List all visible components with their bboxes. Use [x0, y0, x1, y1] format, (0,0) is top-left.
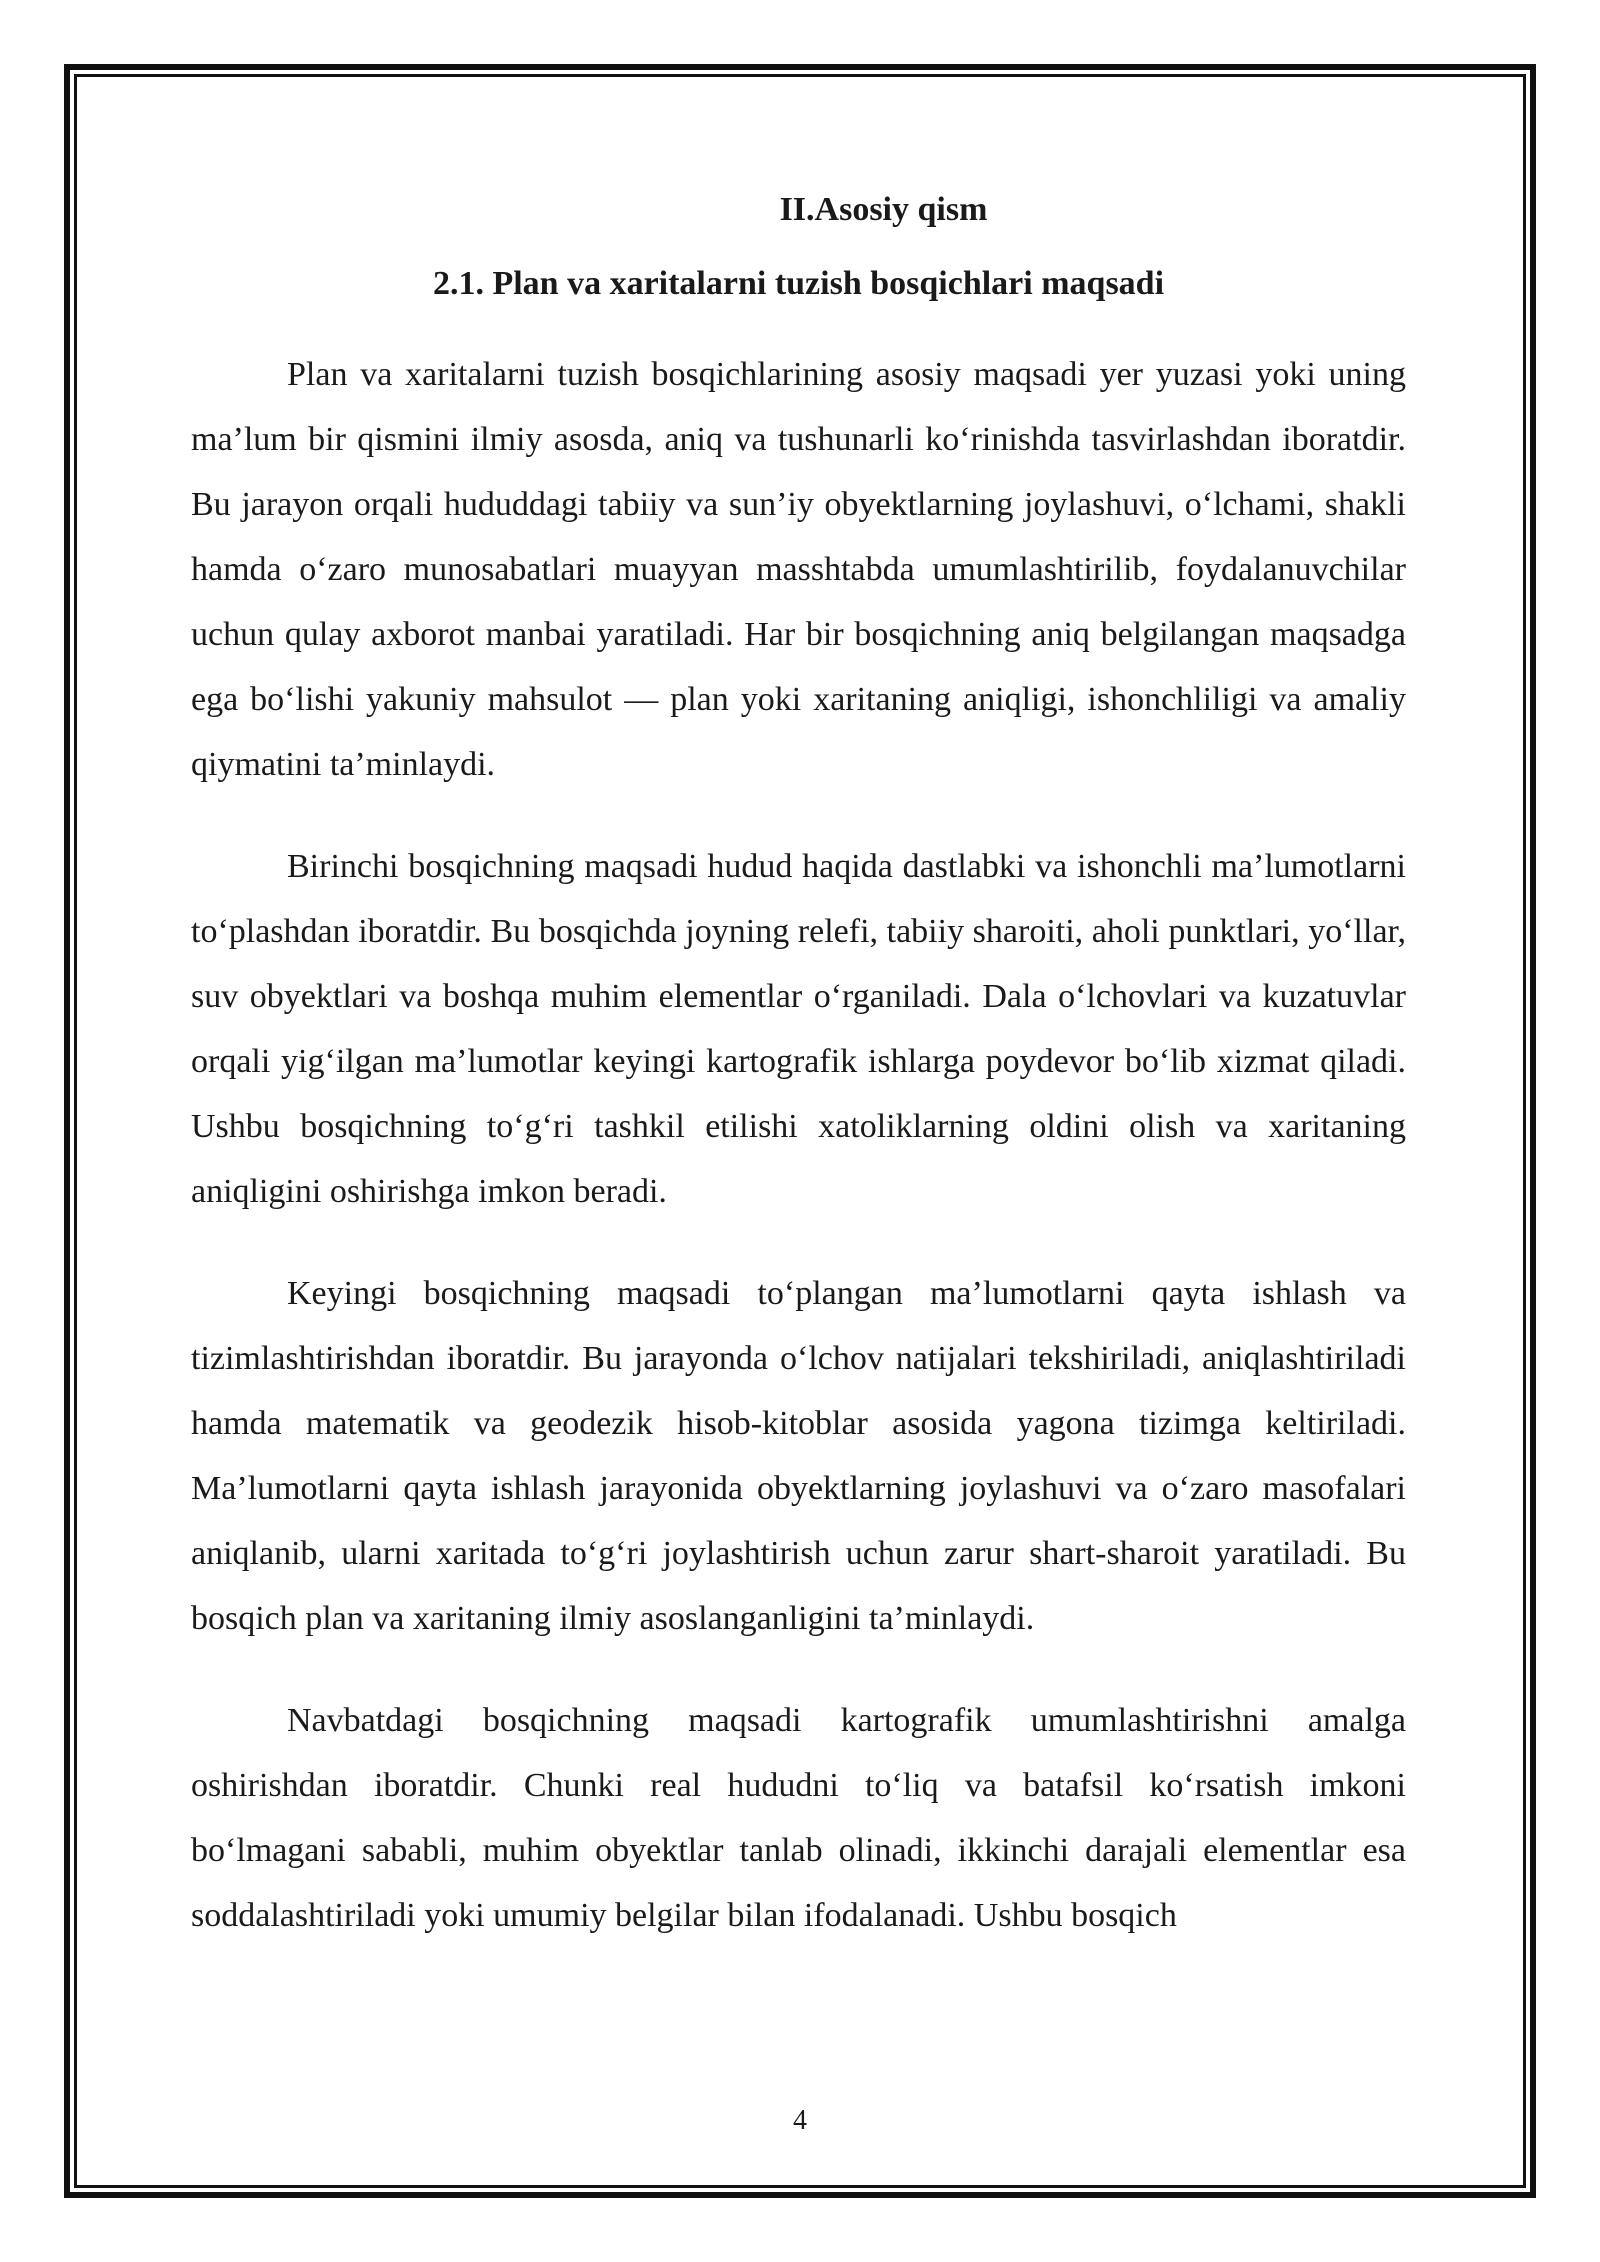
document-body [191, 190, 1406, 1985]
paragraph-3: Keyingi bosqichning maqsadi to‘plangan ma’lumotlarni qayta ishlash va tizimlashtirishdan iboratdir. Bu jarayonda o‘lchov natijalari tekshiriladi, aniqlashtiriladi hamda matematik va geodezik hisob-kitoblar asosida yagona tizimga keltiriladi. Ma’lumotlarni qayta ishlash jarayonida obyektlarning joylashuvi va o‘zaro masofalari aniqlanib, ularni xaritada to‘g‘ri joylashtirish uchun zarur shart-sharoit yaratiladi. Bu bosqich plan va xaritaning ilmiy asoslanganligini ta’minlaydi. [191, 1275, 1406, 1637]
paragraph-4: Navbatdagi bosqichning maqsadi kartografik umumlashtirishni amalga oshirishdan iboratdir. Chunki real hududni to‘liq va batafsil ko‘rsatish imkoni bo‘lmagani sababli, muhim obyektlar tanlab olinadi, ikkinchi darajali elementlar esa soddalashtiriladi yoki umumiy belgilar bilan ifodalanadi. Ushbu bosqich [191, 1702, 1406, 1934]
page-number: 4 [793, 2105, 807, 2136]
subsection-title: 2.1. Plan va xaritalarni tuzish bosqichlari maqsadi [432, 265, 1165, 302]
section-title: II.Asosiy qism [779, 191, 988, 228]
paragraph-1: Plan va xaritalarni tuzish bosqichlarining asosiy maqsadi yer yuzasi yoki uning ma’lum bir qismini ilmiy asosda, aniq va tushunarli ko‘rinishda tasvirlashdan iboratdir. Bu jarayon orqali hududdagi tabiiy va sun’iy obyektlarning joylashuvi, o‘lchami, shakli hamda o‘zaro munosabatlari muayyan masshtabda umumlashtirilib, foydalanuvchilar uchun qulay axborot manbai yaratiladi. Har bir bosqichning aniq belgilangan maqsadga ega bo‘lishi yakuniy mahsulot — plan yoki xaritaning aniqligi, ishonchliligi va amaliy qiymatini ta’minlaydi. [191, 356, 1406, 783]
paragraph-2: Birinchi bosqichning maqsadi hudud haqida dastlabki va ishonchli ma’lumotlarni to‘plashdan iboratdir. Bu bosqichda joyning relefi, tabiiy sharoiti, aholi punktlari, yo‘llar, suv obyektlari va boshqa muhim elementlar o‘rganiladi. Dala o‘lchovlari va kuzatuvlar orqali yig‘ilgan ma’lumotlar keyingi kartografik ishlarga poydevor bo‘lib xizmat qiladi. Ushbu bosqichning to‘g‘ri tashkil etilishi xatoliklarning oldini olish va xaritaning aniqligini oshirishga imkon beradi. [191, 848, 1406, 1210]
